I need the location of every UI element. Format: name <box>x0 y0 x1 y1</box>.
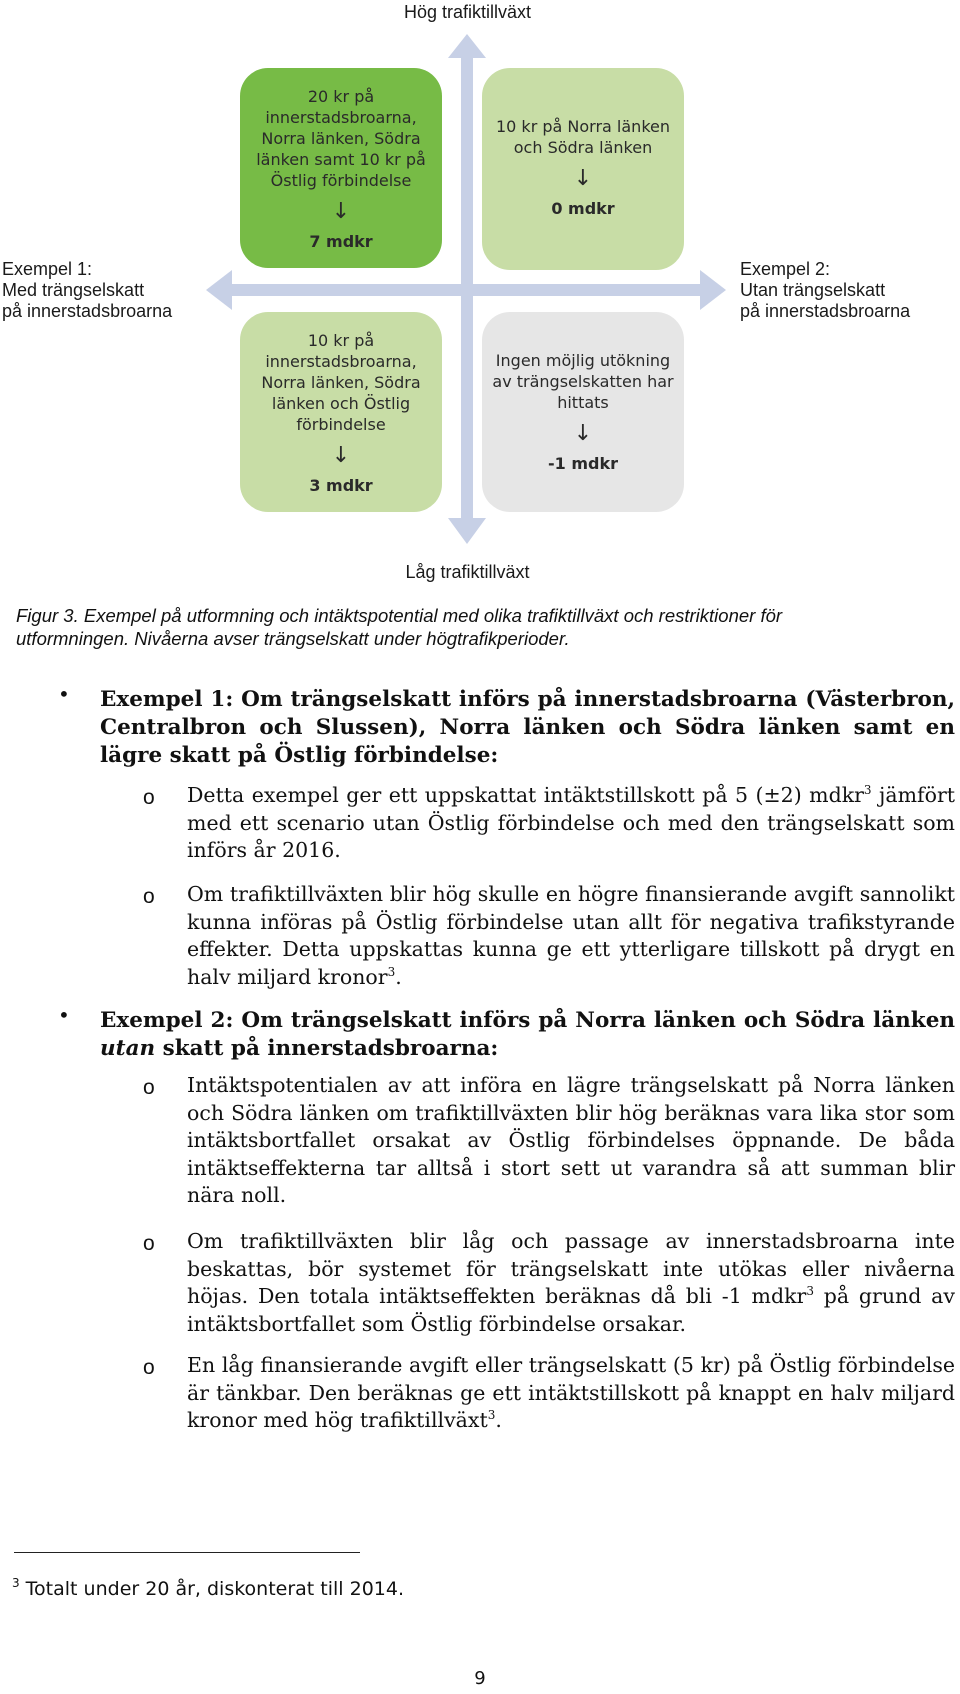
example-2-point-1: Intäktspotentialen av att införa en lägre trängselskatt på Norra länken och Södra länken om trafiktillväxten blir hög beräknas vara lika stor som intäktsbortfallet orsakat av Östlig förbindelses öppnande. De båda intäktseffekterna tar alltså i stort sett ut varandra så att summan blir nära noll. <box>187 1073 955 1207</box>
figure-caption: Figur 3. Exempel på utformning och intäktspotential med olika trafiktillväxt och restriktioner för utformningen. Nivåerna avser trängselskatt under högtrafikperioder. <box>16 605 783 649</box>
down-arrow-icon: ↓ <box>331 443 351 468</box>
left-arrowhead <box>206 270 232 310</box>
example-2-point-3: En låg finansierande avgift eller trängselskatt (5 kr) på Östlig förbindelse är tänkbar. Den beräknas ge ett intäktstillskott på knappt en halv miljard kronor med hög trafiktillväxt$^3$. <box>187 1353 955 1432</box>
sub-bullet-icon: o <box>143 885 155 908</box>
example-2-point-2: Om trafiktillväxten blir låg och passage av innerstadsbroarna inte beskattas, bör systemet för trängselskatt inte utökas eller nivåerna höjas. Den totala intäktseffekten beräknas då bli -1 mdkr$^3$ på grund av intäktsbortfallet som Östlig förbindelse orsakar. <box>187 1229 955 1336</box>
revenue-value: 0 mdkr <box>551 199 615 218</box>
down-arrow-icon: ↓ <box>573 421 593 446</box>
example-1-point-1: Detta exempel ger ett uppskattat intäktstillskott på 5 (±2) mdkr$^3$ jämfört med ett scenario utan Östlig förbindelse och med den trängselskatt som införs år 2016. <box>187 783 955 862</box>
footnote-divider <box>14 1552 360 1553</box>
revenue-value: -1 mdkr <box>548 454 618 473</box>
page-number: 9 <box>474 1668 486 1689</box>
revenue-value: 7 mdkr <box>309 232 373 251</box>
down-arrow-icon: ↓ <box>331 199 351 224</box>
bullet-icon: • <box>58 1003 70 1027</box>
example-1-point-2: Om trafiktillväxten blir hög skulle en högre finansierande avgift sannolikt kunna införas på Östlig förbindelse utan allt för negativa trafikstyrande effekter. Detta uppskattas kunna ge ett ytterligare tillskott på drygt en halv miljard kronor$^3$. <box>187 882 955 989</box>
sub-bullet-icon: o <box>143 1076 155 1099</box>
box-high-growth-without-bridge-tax: 10 kr på Norra länken och Södra länken ↓ 0 mdkr <box>482 68 684 270</box>
example-2-heading: Exempel 2: Om trängselskatt införs på Norra länken och Södra länken utan skatt på innerstadsbroarna: <box>100 1008 955 1061</box>
up-arrowhead <box>448 34 486 58</box>
horizontal-axis <box>228 284 704 296</box>
box-low-growth-with-bridge-tax: 10 kr på innerstadsbroarna, Norra länken, Södra länken och Östlig förbindelse ↓ 3 mdkr <box>240 312 442 512</box>
sub-bullet-icon: o <box>143 1356 155 1379</box>
box-high-growth-with-bridge-tax: 20 kr på innerstadsbroarna, Norra länken, Södra länken samt 10 kr på Östlig förbindelse ↓ 7 mdkr <box>240 68 442 268</box>
low-growth-label: Låg trafiktillväxt <box>405 562 530 582</box>
sub-bullet-icon: o <box>143 1232 155 1255</box>
example-1-heading: Exempel 1: Om trängselskatt införs på innerstadsbroarna (Västerbron, Centralbron och Slussen), Norra länken och Södra länken samt en lägre skatt på Östlig förbindelse: <box>100 687 955 768</box>
box-low-growth-without-bridge-tax: Ingen möjlig utökning av trängselskatten har hittats ↓ -1 mdkr <box>482 312 684 512</box>
example-2-label: Exempel 2: Utan trängselskatt på innerstadsbroarna <box>740 259 911 321</box>
down-arrowhead <box>448 518 486 544</box>
footnote: $^3$ Totalt under 20 år, diskonterat till 2014. <box>12 1576 405 1600</box>
revenue-value: 3 mdkr <box>309 476 373 495</box>
down-arrow-icon: ↓ <box>573 166 593 191</box>
high-growth-label: Hög trafiktillväxt <box>403 2 532 22</box>
sub-bullet-icon: o <box>143 786 155 809</box>
example-1-label: Exempel 1: Med trängselskatt på innerstadsbroarna <box>2 259 173 321</box>
quadrant-diagram <box>0 0 960 590</box>
bullet-icon: • <box>58 682 70 706</box>
right-arrowhead <box>700 270 726 310</box>
